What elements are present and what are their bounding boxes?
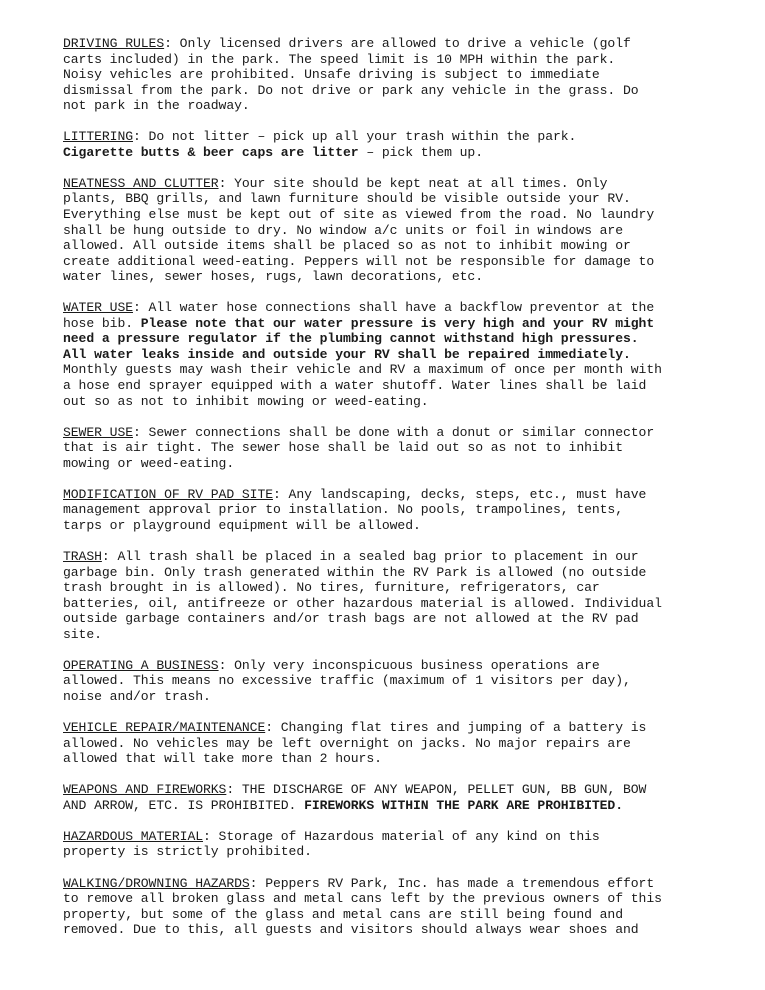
rule-line [63,223,713,239]
rule-heading: TRASH [63,549,102,565]
rule-line [63,720,713,736]
rule-text: : Sewer connections shall be done with a donut or similar connector [133,424,655,440]
rule-text: allowed. No vehicles may be left overnight on jacks. No major repairs are [63,735,631,751]
rule-heading: WEAPONS AND FIREWORKS [63,782,227,798]
rule-emphasis: need a pressure regulator if the plumbing cannot withstand high pressures. [63,331,639,347]
rule-heading: DRIVING RULES [63,36,165,51]
rule-heading: OPERATING A BUSINESS [63,657,219,673]
rule-text: create additional weed-eating. Peppers will not be responsible for damage to [63,253,655,269]
rule-line [63,829,713,845]
rule-line [63,378,713,394]
rule-line [63,611,713,627]
rule-text: site. [63,626,102,642]
rule-heading: WATER USE [63,300,133,316]
rule-littering [63,129,713,160]
rule-text: allowed. This means no excessive traffic (maximum of 1 visitors per day), [63,673,631,689]
rule-text: : Do not litter – pick up all your trash within the park. [133,129,577,145]
rule-text: Everything else must be kept out of site as viewed from the road. No laundry [63,207,655,223]
rule-line [63,798,713,814]
rule-line [63,52,713,68]
rule-emphasis: FIREWORKS WITHIN THE PARK ARE PROHIBITED. [304,797,623,813]
rule-heading: VEHICLE REPAIR/MAINTENANCE [63,720,266,736]
rule-text: out so as not to inhibit mowing or weed-eating. [63,393,429,409]
rule-line [63,129,713,145]
rule-line [63,316,713,332]
rule-line [63,83,713,99]
rule-text: Noisy vehicles are prohibited. Unsafe driving is subject to immediate [63,67,600,83]
rule-line [63,331,713,347]
rule-text: : All trash shall be placed in a sealed bag prior to placement in our [101,549,639,565]
rule-text: water lines, sewer hoses, rugs, lawn decorations, etc. [63,269,483,285]
rule-trash [63,549,713,642]
rule-line [63,736,713,752]
rule-vehicle-repair [63,720,713,767]
rule-heading: NEATNESS AND CLUTTER [63,175,219,191]
rule-water [63,300,713,409]
rule-hazardous [63,829,713,860]
rule-text: not park in the roadway. [63,98,250,114]
rule-heading: MODIFICATION OF RV PAD SITE [63,486,273,502]
rule-text: removed. Due to this, all guests and visitors should always wear shoes and [63,922,639,938]
rule-line [63,596,713,612]
rule-line [63,207,713,223]
rule-neatness [63,176,713,285]
rule-line [63,145,713,161]
rule-text: hose bib. [63,315,141,331]
rule-line [63,254,713,270]
rule-line [63,565,713,581]
rule-line [63,751,713,767]
park-rules-document [63,36,713,953]
rule-text: to remove all broken glass and metal cans left by the previous owners of this [63,891,662,907]
rule-line [63,580,713,596]
rule-walking [63,876,713,938]
rule-line [63,425,713,441]
rule-text: mowing or weed-eating. [63,455,235,471]
rule-line [63,362,713,378]
rule-text: : THE DISCHARGE OF ANY WEAPON, PELLET GUN, BB GUN, BOW [226,782,647,798]
rule-text: – pick them up. [358,144,483,160]
rule-emphasis: Cigarette butts & beer caps are litter [63,144,359,160]
rule-text: AND ARROW, ETC. IS PROHIBITED. [63,797,305,813]
rule-text: shall be hung outside to dry. No window a/c units or foil in windows are [63,222,623,238]
rule-weapons [63,782,713,813]
rule-text: : Storage of Hazardous material of any kind on this [203,828,600,844]
rule-line [63,782,713,798]
rule-text: management approval prior to installation. No pools, trampolines, tents, [63,502,623,518]
rule-line [63,67,713,83]
rule-line [63,502,713,518]
rule-modification [63,487,713,534]
rule-line [63,191,713,207]
rule-heading: SEWER USE [63,424,133,440]
rule-line [63,440,713,456]
rule-text: that is air tight. The sewer hose shall be laid out so as not to inhibit [63,440,623,456]
rule-text: property, but some of the glass and metal cans are still being found and [63,906,623,922]
rule-heading: HAZARDOUS MATERIAL [63,828,203,844]
rule-emphasis: All water leaks inside and outside your RV shall be repaired immediately. [63,346,631,362]
rule-text: carts included) in the park. The speed limit is 10 MPH within the park. [63,51,616,67]
rule-text: dismissal from the park. Do not drive or park any vehicle in the grass. Do [63,82,639,98]
rule-text: garbage bin. Only trash generated within the RV Park is allowed (no outside [63,564,647,580]
rule-text: : All water hose connections shall have a backflow preventor at the [133,300,655,316]
rule-text: : Only very inconspicuous business operations are [218,657,600,673]
rule-line [63,876,713,892]
rule-text: allowed that will take more than 2 hours. [63,751,382,767]
rule-emphasis: Please note that our water pressure is very high and your RV might [140,315,655,331]
rule-line [63,269,713,285]
rule-line [63,658,713,674]
rule-line [63,347,713,363]
rule-text: outside garbage containers and/or trash bags are not allowed at the RV pad [63,611,639,627]
rule-text: property is strictly prohibited. [63,844,312,860]
rule-text: a hose end sprayer equipped with a water shutoff. Water lines shall be laid [63,378,647,394]
rule-text: Monthly guests may wash their vehicle and RV a maximum of once per month with [63,362,662,378]
rule-sewer [63,425,713,472]
rule-line [63,394,713,410]
rule-line [63,487,713,503]
rule-heading: LITTERING [63,129,133,145]
rule-heading: WALKING/DROWNING HAZARDS [63,875,250,891]
rule-line [63,456,713,472]
rule-line [63,907,713,923]
rule-text: : Peppers RV Park, Inc. has made a tremendous effort [249,875,655,891]
rule-line [63,689,713,705]
rule-text: : Your site should be kept neat at all times. Only [218,175,608,191]
rule-business [63,658,713,705]
rule-line [63,627,713,643]
rule-line [63,36,713,52]
rule-text: noise and/or trash. [63,688,211,704]
rule-line [63,844,713,860]
rule-line [63,922,713,938]
rule-text: : Changing flat tires and jumping of a battery is [265,720,647,736]
rule-line [63,891,713,907]
rule-line [63,518,713,534]
rule-line [63,673,713,689]
rule-text: : Any landscaping, decks, steps, etc., must have [273,486,647,502]
rule-text: trash brought in is allowed). No tires, furniture, refrigerators, car [63,580,600,596]
rule-line [63,98,713,114]
rule-driving [63,36,713,114]
rule-line [63,549,713,565]
rule-line [63,300,713,316]
rule-line [63,238,713,254]
rule-line [63,176,713,192]
rule-text: : Only licensed drivers are allowed to drive a vehicle (golf [164,36,631,51]
rule-text: batteries, oil, antifreeze or other hazardous material is allowed. Individual [63,595,662,611]
rule-text: plants, BBQ grills, and lawn furniture should be visible outside your RV. [63,191,631,207]
rule-text: tarps or playground equipment will be allowed. [63,517,421,533]
rule-text: allowed. All outside items shall be placed so as not to inhibit mowing or [63,238,631,254]
